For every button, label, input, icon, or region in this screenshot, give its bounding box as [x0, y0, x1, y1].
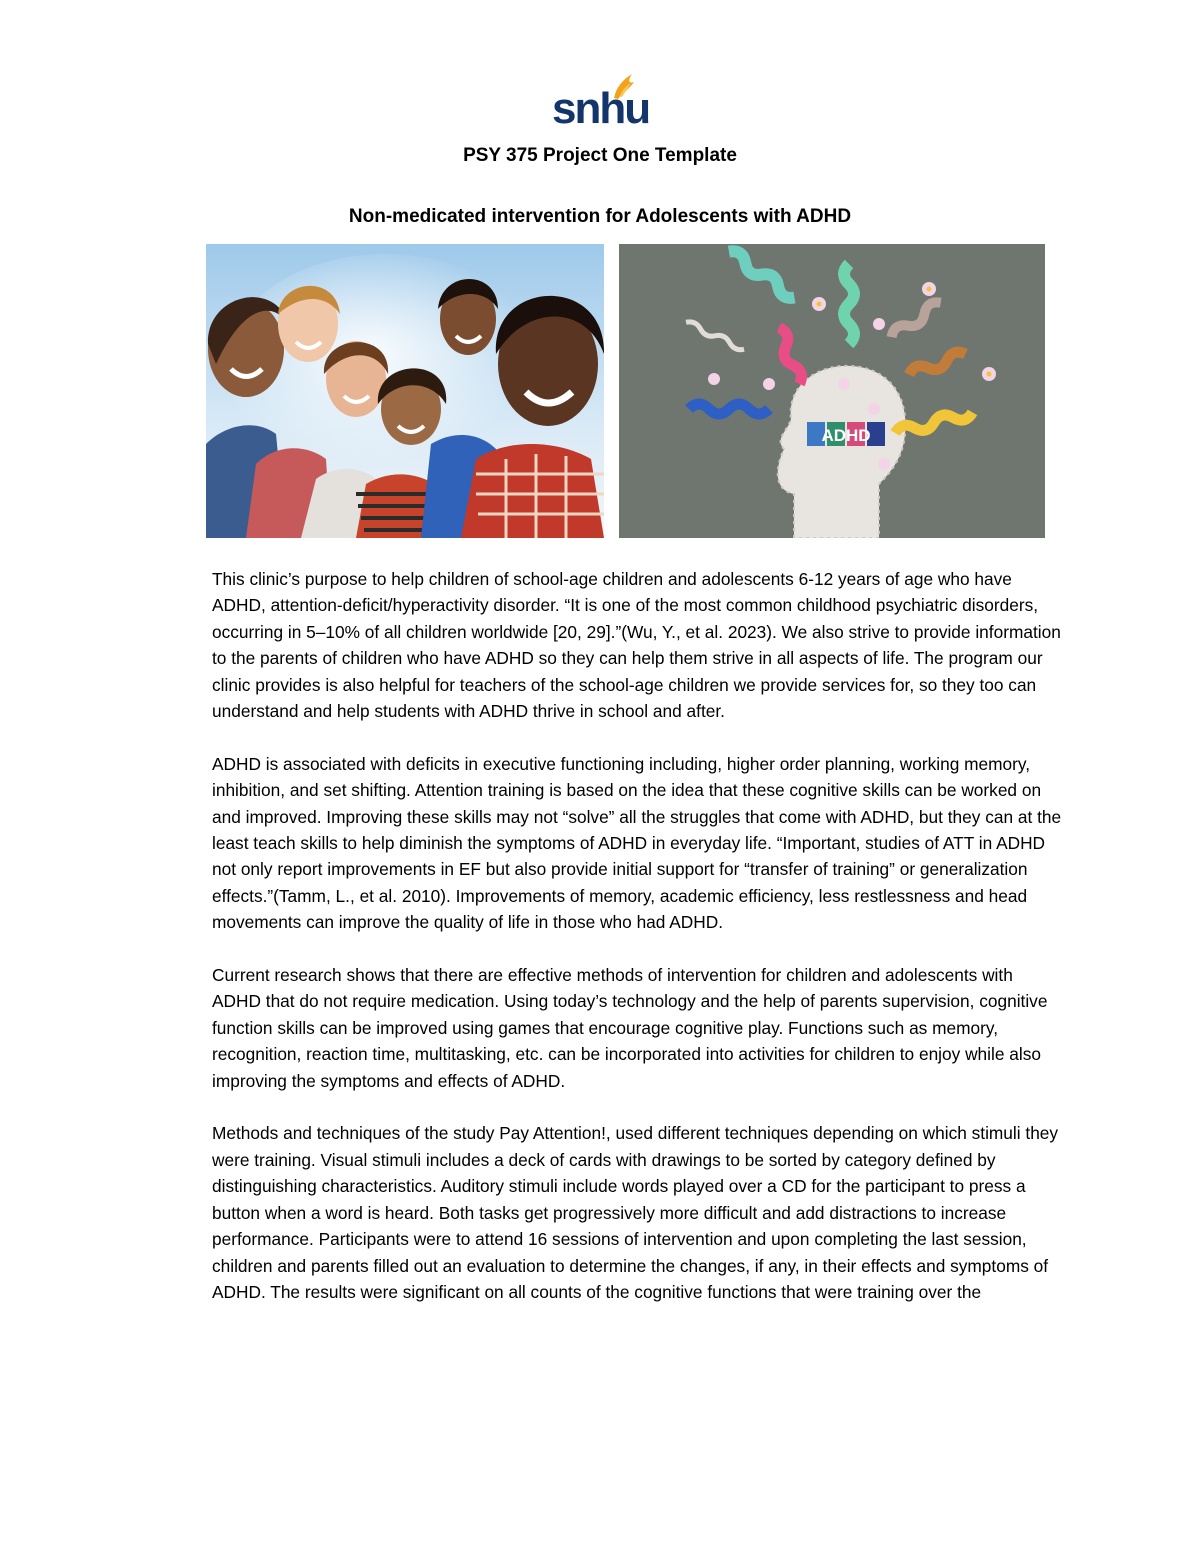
logo-wordmark: snhu [552, 84, 650, 133]
page-subtitle: Non-medicated intervention for Adolescents with ADHD [348, 206, 852, 227]
adhd-felt-art-photo [619, 244, 1045, 538]
paragraph-methods: Methods and techniques of the study Pay Attention!, used different techniques depending on which stimuli they were training. Visual stimuli includes a deck of cards with drawings to be sorted by category defined by distinguishing characteristics. Auditory stimuli include words played over a CD for the participant to press a button when a word is heard. Both tasks get progressively more difficult and add distractions to increase performance. Participants were to attend 16 sessions of intervention and upon completing the last session, children and parents filled out an evaluation to determine the changes, if any, in their effects and symptoms of ADHD. The results were significant on all counts of the cognitive functions that were training over the [212, 1123, 1059, 1302]
paragraph-purpose: This clinic’s purpose to help children of school-age children and adolescents 6-12 years of age who have ADHD, attention-deficit/hyperactivity disorder. “It is one of the most common childhood psychiatric disorders, occurring in 5–10% of all children worldwide [20, 29].”(Wu, Y., et al. 2023). We also strive to provide information to the parents of children who have ADHD so they can help them strive in all aspects of life. The program our clinic provides is also helpful for teachers of the school-age children we provide services for, so they too can understand and help students with ADHD thrive in school and after. [212, 569, 1061, 722]
snhu-logo [552, 72, 648, 136]
page-title: PSY 375 Project One Template [463, 145, 737, 166]
children-group-photo [206, 244, 604, 538]
body-text [212, 566, 1062, 1332]
adhd-badge-text: ADHD [821, 426, 871, 445]
paragraph-executive-functioning: ADHD is associated with deficits in executive functioning including, higher order planning, working memory, inhibition, and set shifting. Attention training is based on the idea that these cognitive skills can be worked on and improved. Improving these skills may not “solve” all the struggles that come with ADHD, but they can at the least teach skills to help diminish the symptoms of ADHD in everyday life. “Important, studies of ATT in ADHD not only report improvements in EF but also provide initial support for “transfer of training” or generalization effects.”(Tamm, L., et al. 2010). Improvements of memory, academic efficiency, less restlessness and head movements can improve the quality of life in those who had ADHD. [212, 753, 1062, 933]
paragraph-current-research: Current research shows that there are effective methods of intervention for children and adolescents with ADHD that do not require medication. Using today’s technology and the help of parents supervision, cognitive function skills can be improved using games that encourage cognitive play. Functions such as memory, recognition, reaction time, multitasking, etc. can be incorporated into activities for children to enjoy while also improving the symptoms and effects of ADHD. [212, 965, 1048, 1091]
